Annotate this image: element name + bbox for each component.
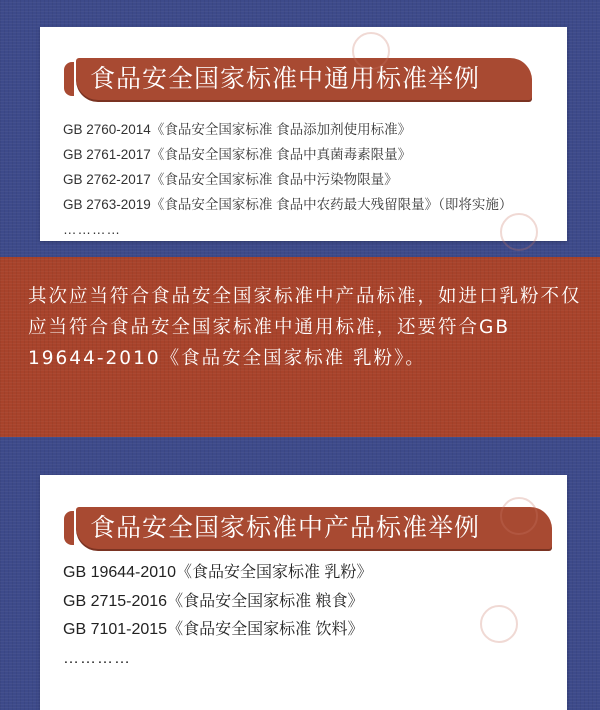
- watermark-logo-icon: [500, 213, 538, 251]
- banner-text: 其次应当符合食品安全国家标准中产品标准，如进口乳粉不仅应当符合食品安全国家标准中通用标准，还要符合GB 19644-2010《食品安全国家标准 乳粉》。: [28, 286, 582, 369]
- product-standards-card: [40, 475, 567, 710]
- general-standards-card: [40, 27, 567, 241]
- list-ellipsis: …………: [63, 649, 131, 667]
- explanation-banner: [0, 257, 600, 437]
- list-item: GB 2760-2014《食品安全国家标准 食品添加剂使用标准》: [63, 122, 412, 137]
- product-standards-title: 食品安全国家标准中产品标准举例: [76, 507, 552, 549]
- general-standards-title: 食品安全国家标准中通用标准举例: [76, 58, 532, 100]
- list-item: GB 2763-2019《食品安全国家标准 食品中农药最大残留限量》（即将实施）: [63, 197, 513, 212]
- list-item: GB 2715-2016《食品安全国家标准 粮食》: [63, 592, 364, 610]
- watermark-logo-icon: [500, 497, 538, 535]
- list-ellipsis: …………: [63, 222, 121, 237]
- product-standards-list: [63, 559, 372, 673]
- list-item: GB 2762-2017《食品安全国家标准 食品中污染物限量》: [63, 172, 398, 187]
- watermark-logo-icon: [352, 32, 390, 70]
- list-item: GB 7101-2015《食品安全国家标准 饮料》: [63, 621, 364, 638]
- list-item: GB 19644-2010《食品安全国家标准 乳粉》: [63, 564, 373, 581]
- general-standards-list: [63, 117, 512, 242]
- list-item: GB 2761-2017《食品安全国家标准 食品中真菌毒素限量》: [63, 147, 412, 162]
- watermark-logo-icon: [480, 605, 518, 643]
